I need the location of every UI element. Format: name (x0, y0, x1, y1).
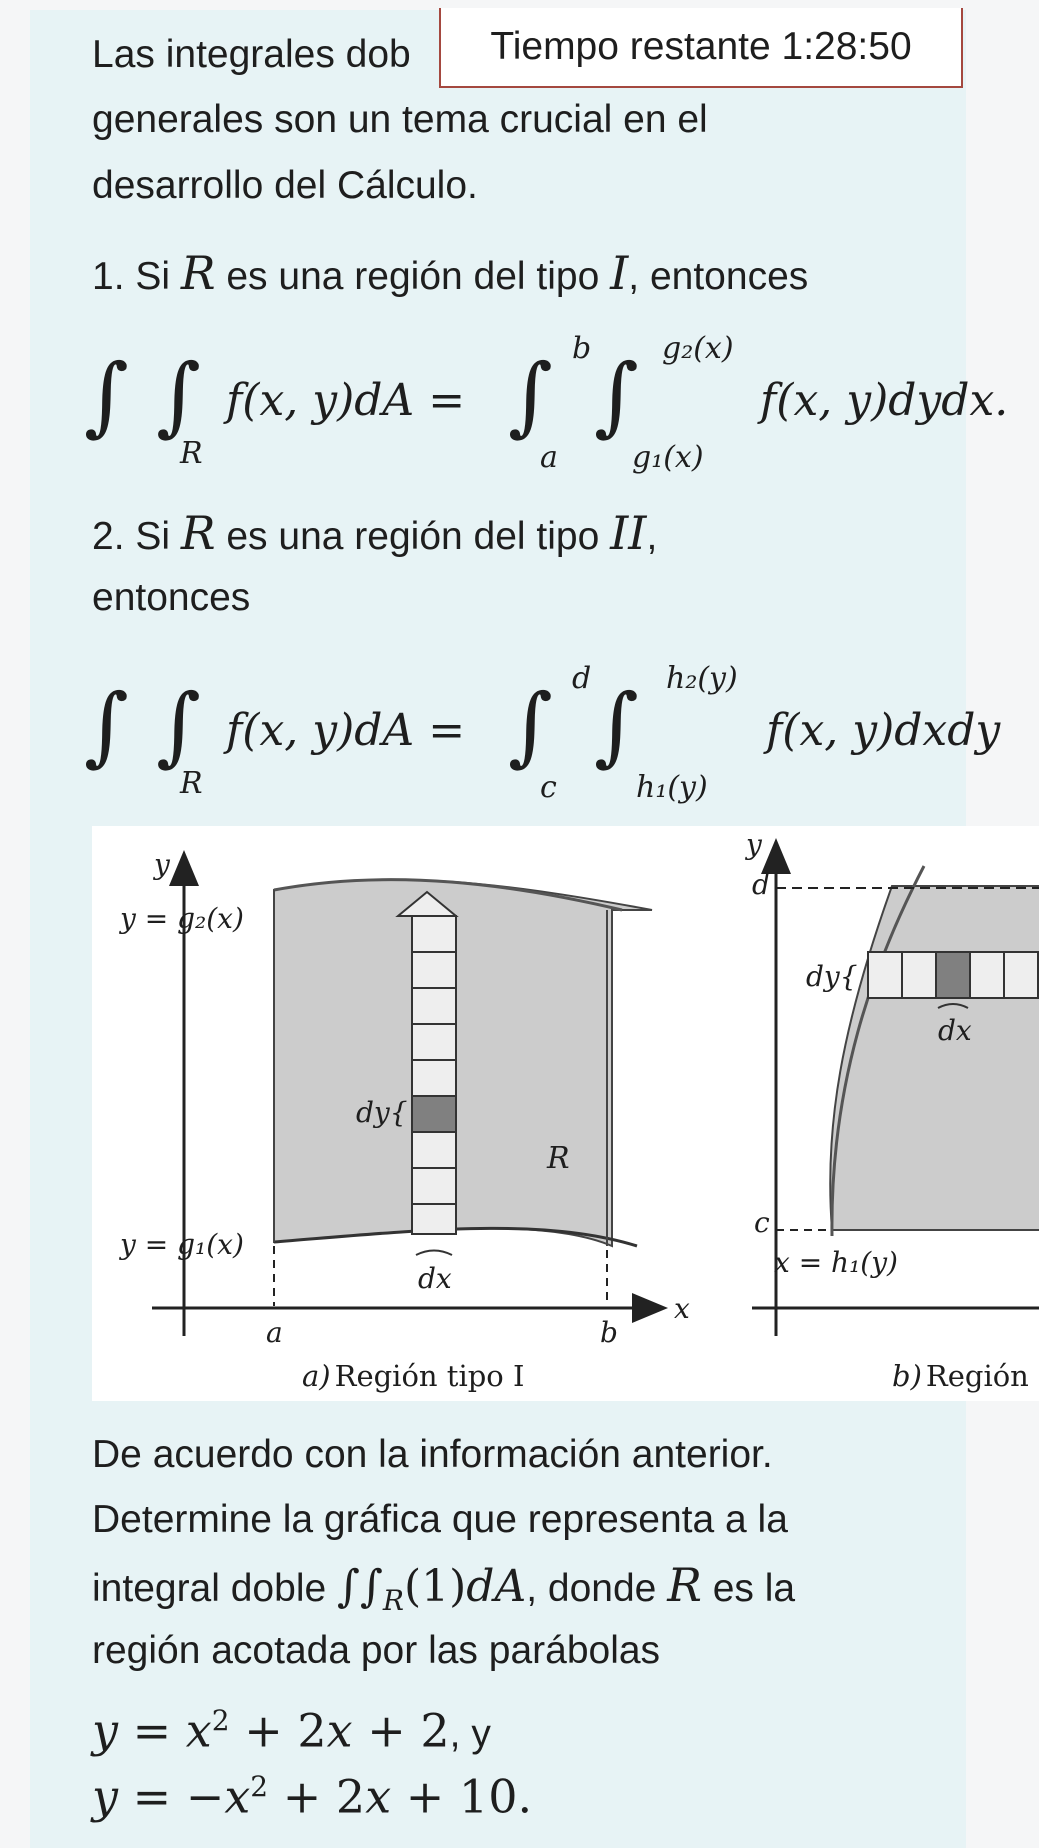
item-2-line-2: entonces (92, 576, 251, 619)
figure-b-strip-cell-highlighted (936, 952, 970, 998)
figure-a-g1-label: y = g₁(x) (120, 1228, 244, 1261)
item-1-prefix: 1. Si (92, 255, 181, 298)
item-2-middle: es una región del tipo (215, 515, 611, 558)
eq1-x2: x (326, 1703, 353, 1758)
formula-2-double-integral: ∫ ∫ (84, 676, 201, 776)
figure-b-y-label: y (746, 828, 762, 861)
formula-2-upper-d: d (572, 661, 592, 696)
eq2-equals: = − (118, 1769, 225, 1824)
eq1-tail: , y (449, 1712, 491, 1756)
eq2-x2: x (365, 1769, 392, 1824)
figure-a-strip-cell (412, 988, 456, 1024)
figure-b-caption-letter: b) (892, 1359, 922, 1393)
formula-2-outer-integral-sign: ∫ (508, 676, 553, 776)
figure-b-type-2 (744, 828, 1039, 1393)
question-integral-region: R (382, 1583, 404, 1617)
figure-a-strip-cell (412, 1132, 456, 1168)
question-region-var: R (667, 1558, 702, 1612)
question-line-3-pre: integral doble (92, 1567, 338, 1610)
eq1-equals: = (118, 1703, 186, 1758)
formula-1-lower-a: a (540, 440, 558, 475)
intro-line-2: generales son un tema crucial en el (92, 98, 708, 141)
item-2-text (92, 500, 657, 570)
figure-b-dx-label: dx (938, 1014, 972, 1047)
question-line-3-post: es la (701, 1567, 796, 1610)
figure-b-region-shape (830, 886, 1039, 1230)
question-integrand: (1) (403, 1561, 467, 1612)
figure-b-horizontal-strip (868, 952, 1038, 998)
eq1-exponent: 2 (211, 1704, 230, 1737)
formula-2-region-sub: R (180, 766, 203, 801)
eq1-y: y (92, 1703, 118, 1758)
formula-1-region-sub: R (180, 436, 203, 471)
figure-b-h1-label: x = h₁(y) (774, 1246, 898, 1279)
figure-b-strip-cell (1004, 952, 1038, 998)
formula-1-double-integral: ∫ ∫ (84, 346, 201, 446)
formula-1-upper-g2: g₂(x) (662, 331, 734, 366)
eq1-x: x (185, 1703, 212, 1758)
figure-b-strip-cell (868, 952, 902, 998)
formula-2-lhs: f(x, y)dA = (226, 705, 466, 756)
region-types-figure (92, 826, 1039, 1401)
figure-a-strip-cell (412, 1168, 456, 1204)
eq2-exponent: 2 (250, 1770, 269, 1803)
figure-a-strip-cell (412, 952, 456, 988)
figure-b-caption-text: Región (925, 1359, 1029, 1393)
item-1-type: I (610, 246, 629, 300)
eq2-coef: + 2 (268, 1769, 366, 1824)
intro-line-3: desarrollo del Cálculo. (92, 164, 478, 207)
figure-a-dy-label: dy{ (356, 1096, 408, 1129)
formula-2-upper-h2: h₂(y) (666, 661, 738, 696)
question-line-2: Determine la gráfica que representa a la (92, 1498, 788, 1541)
formula-2-integrand: f(x, y)dxdy (766, 705, 1001, 756)
question-line-3-mid: , donde (526, 1567, 668, 1610)
eq2-x: x (224, 1769, 251, 1824)
formula-1-lower-g1: g₁(x) (632, 440, 704, 475)
formula-1-outer-integral-sign: ∫ (508, 346, 553, 446)
formula-2-lower-c: c (540, 770, 557, 805)
figure-a-dx-brace (416, 1251, 452, 1256)
formula-1-upper-b: b (572, 331, 592, 366)
item-2-region-var: R (180, 506, 216, 560)
figure-b-strip-cell (970, 952, 1004, 998)
figure-a-dx-label: dx (418, 1262, 452, 1295)
item-2-type: II (610, 506, 647, 560)
formula-1-lhs: f(x, y)dA = (226, 375, 466, 426)
intro-line-1: Las integrales dob (92, 33, 411, 76)
figure-a-type-1 (118, 848, 690, 1393)
eq2-const: + 10. (391, 1769, 533, 1824)
formula-1-integrand: f(x, y)dydx. (760, 375, 1009, 426)
formula-2-lower-h1: h₁(y) (636, 770, 708, 805)
item-2-suffix: , (646, 515, 658, 558)
eq2-y: y (92, 1769, 118, 1824)
formula-type-1 (84, 325, 1039, 475)
item-1-middle: es una región del tipo (215, 255, 611, 298)
item-1-suffix: , entonces (628, 255, 809, 298)
figure-a-strip-cell (412, 1204, 456, 1234)
figure-b-strip-cell (902, 952, 936, 998)
question-line-4: región acotada por las parábolas (92, 1629, 661, 1672)
figure-a-strip-cell (412, 1060, 456, 1096)
time-remaining-banner: Tiempo restante 1:28:50 (439, 8, 963, 88)
parabola-equation-2 (92, 1754, 532, 1829)
question-line-1: De acuerdo con la información anterior. (92, 1433, 773, 1476)
figure-a-strip-cell-highlighted (412, 1096, 456, 1132)
figure-b-c-label: c (754, 1206, 770, 1239)
question-double-integral: ∫∫ (337, 1561, 383, 1612)
figure-a-caption-text: Región tipo I (334, 1359, 525, 1393)
figure-a-b-label: b (600, 1316, 618, 1349)
formula-type-2 (84, 655, 1039, 805)
formula-1-inner-integral-sign: ∫ (594, 346, 639, 446)
item-1-region-var: R (180, 246, 216, 300)
eq1-coef: + 2 (229, 1703, 327, 1758)
item-2-prefix: 2. Si (92, 515, 181, 558)
figure-a-x-label: x (674, 1292, 690, 1325)
figure-b-d-label: d (752, 868, 770, 901)
figure-a-a-label: a (266, 1316, 283, 1349)
formula-2-inner-integral-sign: ∫ (594, 676, 639, 776)
figure-b-dy-label: dy{ (806, 960, 858, 993)
figure-a-caption (302, 1359, 524, 1393)
question-dA: dA (466, 1561, 527, 1612)
figure-a-g2-label: y = g₂(x) (120, 902, 244, 935)
item-1-text (92, 240, 808, 310)
figure-a-y-label: y (154, 848, 170, 881)
figure-a-strip-cell (412, 916, 456, 952)
figure-a-region-label: R (547, 1141, 570, 1176)
figure-a-caption-letter: a) (302, 1359, 331, 1393)
figure-a-strip-cell (412, 1024, 456, 1060)
figure-a-region-shape (274, 880, 652, 1246)
eq1-const: + 2 (352, 1703, 450, 1758)
figure-b-caption (892, 1359, 1029, 1393)
